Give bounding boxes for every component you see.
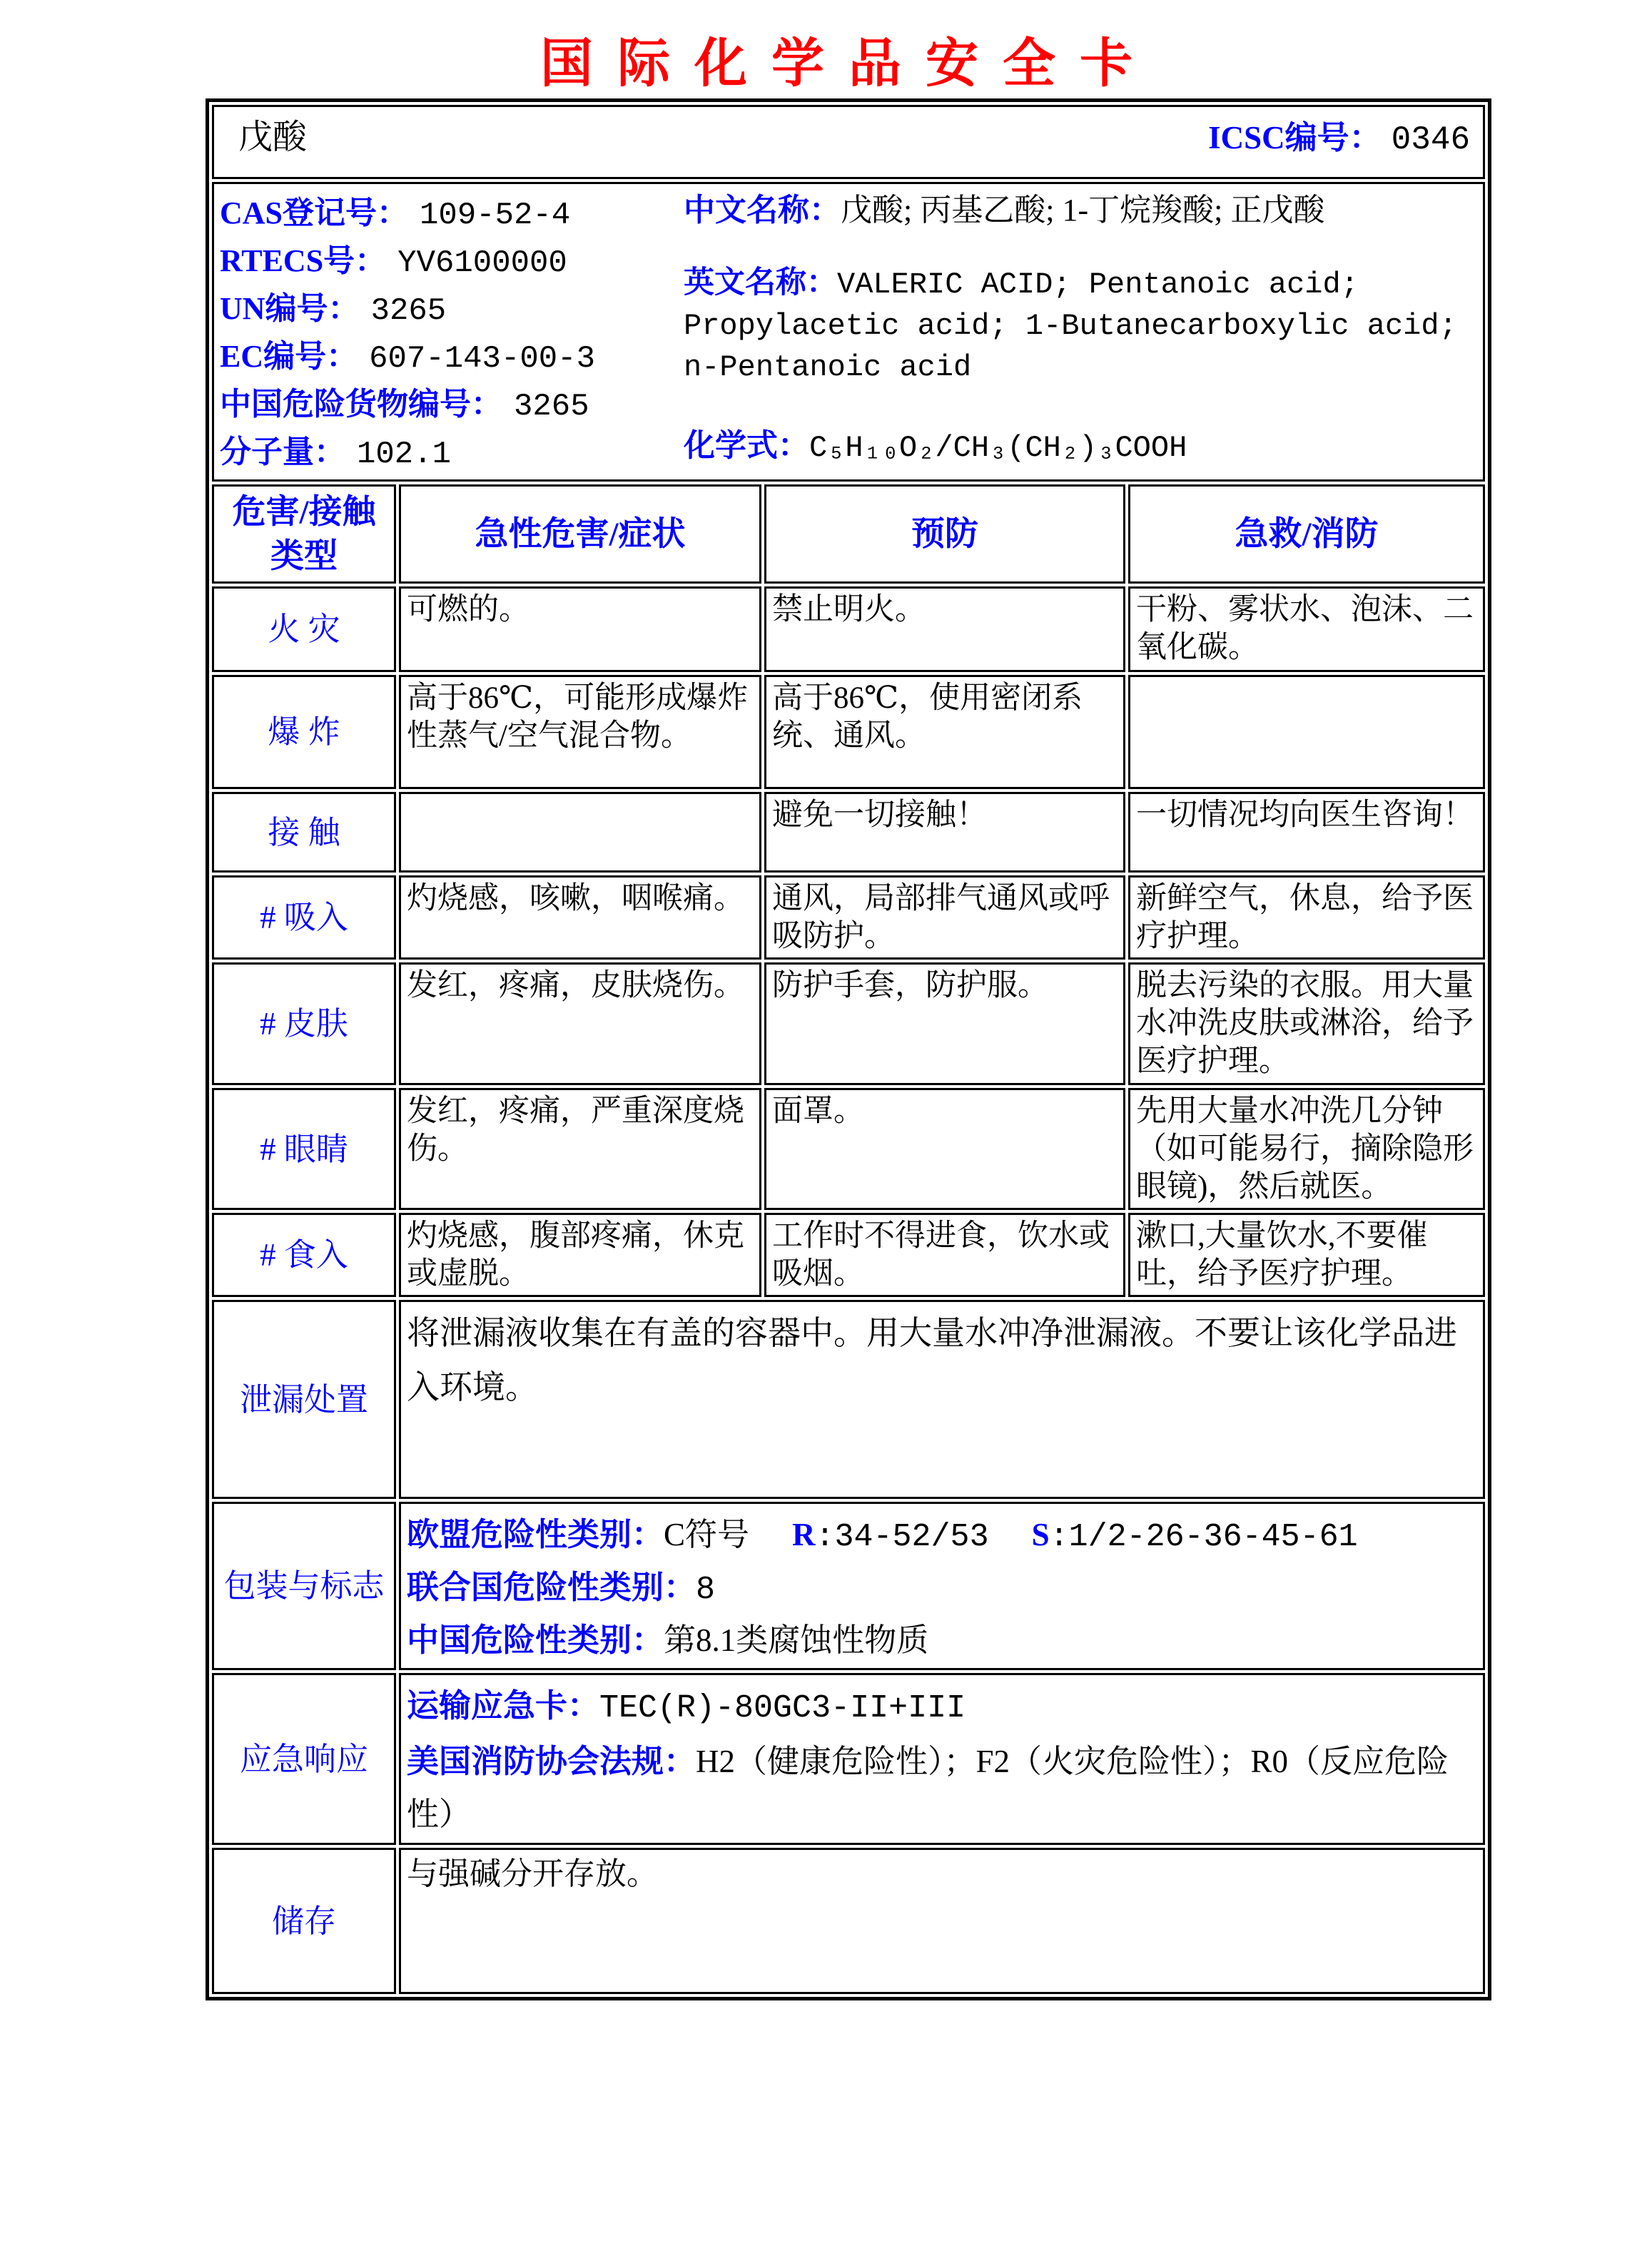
chinese-names-label: 中文名称： [684,193,841,228]
ec-label: EC编号： [220,339,358,374]
storage-row [212,1848,1485,1994]
firstaid-explosion [1128,675,1485,789]
header-prevention: 预防 [764,484,1125,584]
firstaid-eyes: 先用大量水冲洗几分钟（如可能易行，摘除隐形眼镜)，然后就医。 [1128,1088,1485,1210]
symptoms-eyes: 发红，疼痛，严重深度烧伤。 [399,1088,761,1210]
card-top-section [212,105,1485,584]
spill-disposal-label: 泄漏处置 [212,1300,396,1499]
eu-hazard-class-line [407,1510,1477,1562]
formula-value: C₅H₁₀O₂/CH₃(CH₂)₃COOH [809,431,1187,465]
hazard-row-skin [212,962,1485,1085]
card-bottom-section [212,1300,1485,1994]
un-hazard-class-value: 8 [696,1572,716,1608]
cas-number-line [220,190,684,238]
header-hazard-type: 危害/接触类型 [212,484,396,584]
substance-name: 戊酸 [238,118,308,156]
hazard-type-skin: # 皮肤 [212,962,396,1085]
transport-emergency-card-line [407,1679,1477,1735]
chinese-names-line [684,190,1477,230]
hazard-row-fire [212,586,1485,672]
hazard-type-explosion: 爆 炸 [212,675,396,789]
spill-disposal-row [212,1300,1485,1499]
header-acute-symptoms: 急性危害/症状 [399,484,761,584]
hazard-type-contact: 接 触 [212,792,396,873]
nfpa-code-line [407,1735,1477,1841]
english-names-label: 英文名称： [684,266,837,300]
storage-label: 储存 [212,1848,396,1994]
china-hazard-class-label: 中国危险性类别： [407,1622,664,1658]
ec-number-line [220,334,684,382]
hazard-table-header-row [212,484,1485,584]
symptoms-contact [399,792,761,873]
prevention-ingestion: 工作时不得进食，饮水或吸烟。 [764,1213,1125,1297]
icsc-value: 0346 [1391,121,1471,158]
packaging-labelling-row [212,1502,1485,1670]
emergency-response-label: 应急响应 [212,1673,396,1845]
un-hazard-class-line [407,1562,1477,1615]
english-names-value: VALERIC ACID; Pentanoic acid; Propylacetic acid; 1-Butanecarboxylic acid; n-Pentanoic acid [684,268,1457,385]
icsc-label: ICSC编号： [1208,120,1382,156]
rtecs-number-line [220,238,684,286]
packaging-content [399,1502,1485,1670]
eu-hazard-class-value: C符号 [664,1517,750,1552]
mol-weight-label: 分子量： [220,434,345,469]
rtecs-label: RTECS号： [220,243,387,278]
packaging-label: 包装与标志 [212,1502,396,1670]
eu-hazard-class-label: 欧盟危险性类别： [407,1517,664,1552]
tec-label: 运输应急卡： [407,1688,600,1724]
cas-value: 109-52-4 [420,198,571,233]
firstaid-ingestion: 漱口,大量饮水,不要催吐，给予医疗护理。 [1128,1213,1485,1297]
symptoms-skin: 发红，疼痛，皮肤烧伤。 [399,962,761,1085]
hazard-row-contact [212,792,1485,873]
emergency-response-row [212,1673,1485,1845]
prevention-explosion: 高于86℃，使用密闭系统、通风。 [764,675,1125,789]
china-hazard-class-value: 第8.1类腐蚀性物质 [664,1622,929,1658]
mol-weight-line [220,429,684,477]
substance-header [220,109,1477,158]
firstaid-skin: 脱去污染的衣服。用大量水冲洗皮肤或淋浴，给予医疗护理。 [1128,962,1485,1085]
symptoms-explosion: 高于86℃，可能形成爆炸性蒸气/空气混合物。 [399,675,761,789]
un-label: UN编号： [220,291,360,326]
english-names-line [684,263,1477,387]
nfpa-label: 美国消防协会法规： [407,1744,696,1779]
icsc-number-group [1208,119,1470,158]
prevention-fire: 禁止明火。 [764,586,1125,672]
hazard-row-inhalation [212,875,1485,960]
page-title: 国际化学品安全卡 [540,35,1157,93]
s-phrases-value: :1/2-26-36-45-61 [1049,1519,1358,1555]
icsc-card-table [206,98,1491,2000]
hazard-type-fire: 火 灾 [212,586,396,672]
cas-label: CAS登记号： [220,195,409,230]
tec-value: TEC(R)-80GC3-II+III [599,1690,966,1727]
spill-disposal-text: 将泄漏液收集在有盖的容器中。用大量水冲净泄漏液。不要让该化学品进入环境。 [399,1300,1485,1499]
identification-block [220,186,1477,477]
china-dg-value: 3265 [514,389,589,424]
firstaid-inhalation: 新鲜空气，休息，给予医疗护理。 [1128,875,1485,960]
identifier-list [220,190,684,477]
un-value: 3265 [370,293,447,329]
un-number-line [220,286,684,334]
formula-label: 化学式： [684,428,809,463]
prevention-contact: 避免一切接触！ [764,792,1125,873]
hazard-type-inhalation: # 吸入 [212,875,396,960]
china-dg-label: 中国危险货物编号： [220,387,502,422]
formula-line [684,427,1477,467]
hazard-row-explosion [212,675,1485,789]
firstaid-fire: 干粉、雾状水、泡沫、二氧化碳。 [1128,586,1485,672]
prevention-eyes: 面罩。 [764,1088,1125,1210]
symptoms-ingestion: 灼烧感，腹部疼痛，休克或虚脱。 [399,1213,761,1297]
substance-header-row [212,105,1485,179]
china-hazard-class-line [407,1615,1477,1666]
china-dg-number-line [220,382,684,429]
header-firstaid-firefighting: 急救/消防 [1128,484,1485,584]
r-phrases-value: :34-52/53 [815,1519,989,1555]
hazard-type-ingestion: # 食入 [212,1213,396,1297]
symptoms-inhalation: 灼烧感，咳嗽，咽喉痛。 [399,875,761,960]
storage-text: 与强碱分开存放。 [399,1848,1485,1994]
rtecs-value: YV6100000 [397,245,567,281]
s-phrases-label: S [1031,1517,1050,1552]
hazard-rows-section [212,586,1485,1297]
r-phrases-label: R [792,1517,816,1552]
chinese-names-value: 戊酸; 丙基乙酸; 1-丁烷羧酸; 正戊酸 [841,193,1325,228]
emergency-response-content [399,1673,1485,1845]
hazard-row-ingestion [212,1213,1485,1297]
firstaid-contact: 一切情况均向医生咨询！ [1128,792,1485,873]
names-block [684,190,1477,477]
ec-value: 607-143-00-3 [369,341,595,377]
substance-header-cell [212,105,1485,179]
prevention-skin: 防护手套，防护服。 [764,962,1125,1085]
hazard-row-eyes [212,1088,1485,1210]
prevention-inhalation: 通风，局部排气通风或呼吸防护。 [764,875,1125,960]
identification-row [212,182,1485,482]
symptoms-fire: 可燃的。 [399,586,761,672]
identification-cell [212,182,1485,482]
hazard-type-eyes: # 眼睛 [212,1088,396,1210]
mol-weight-value: 102.1 [357,437,452,472]
nfpa-value: H2（健康危险性）；F2（火灾危险性）；R0（反应危险性） [407,1744,1449,1832]
un-hazard-class-label: 联合国危险性类别： [407,1570,696,1605]
